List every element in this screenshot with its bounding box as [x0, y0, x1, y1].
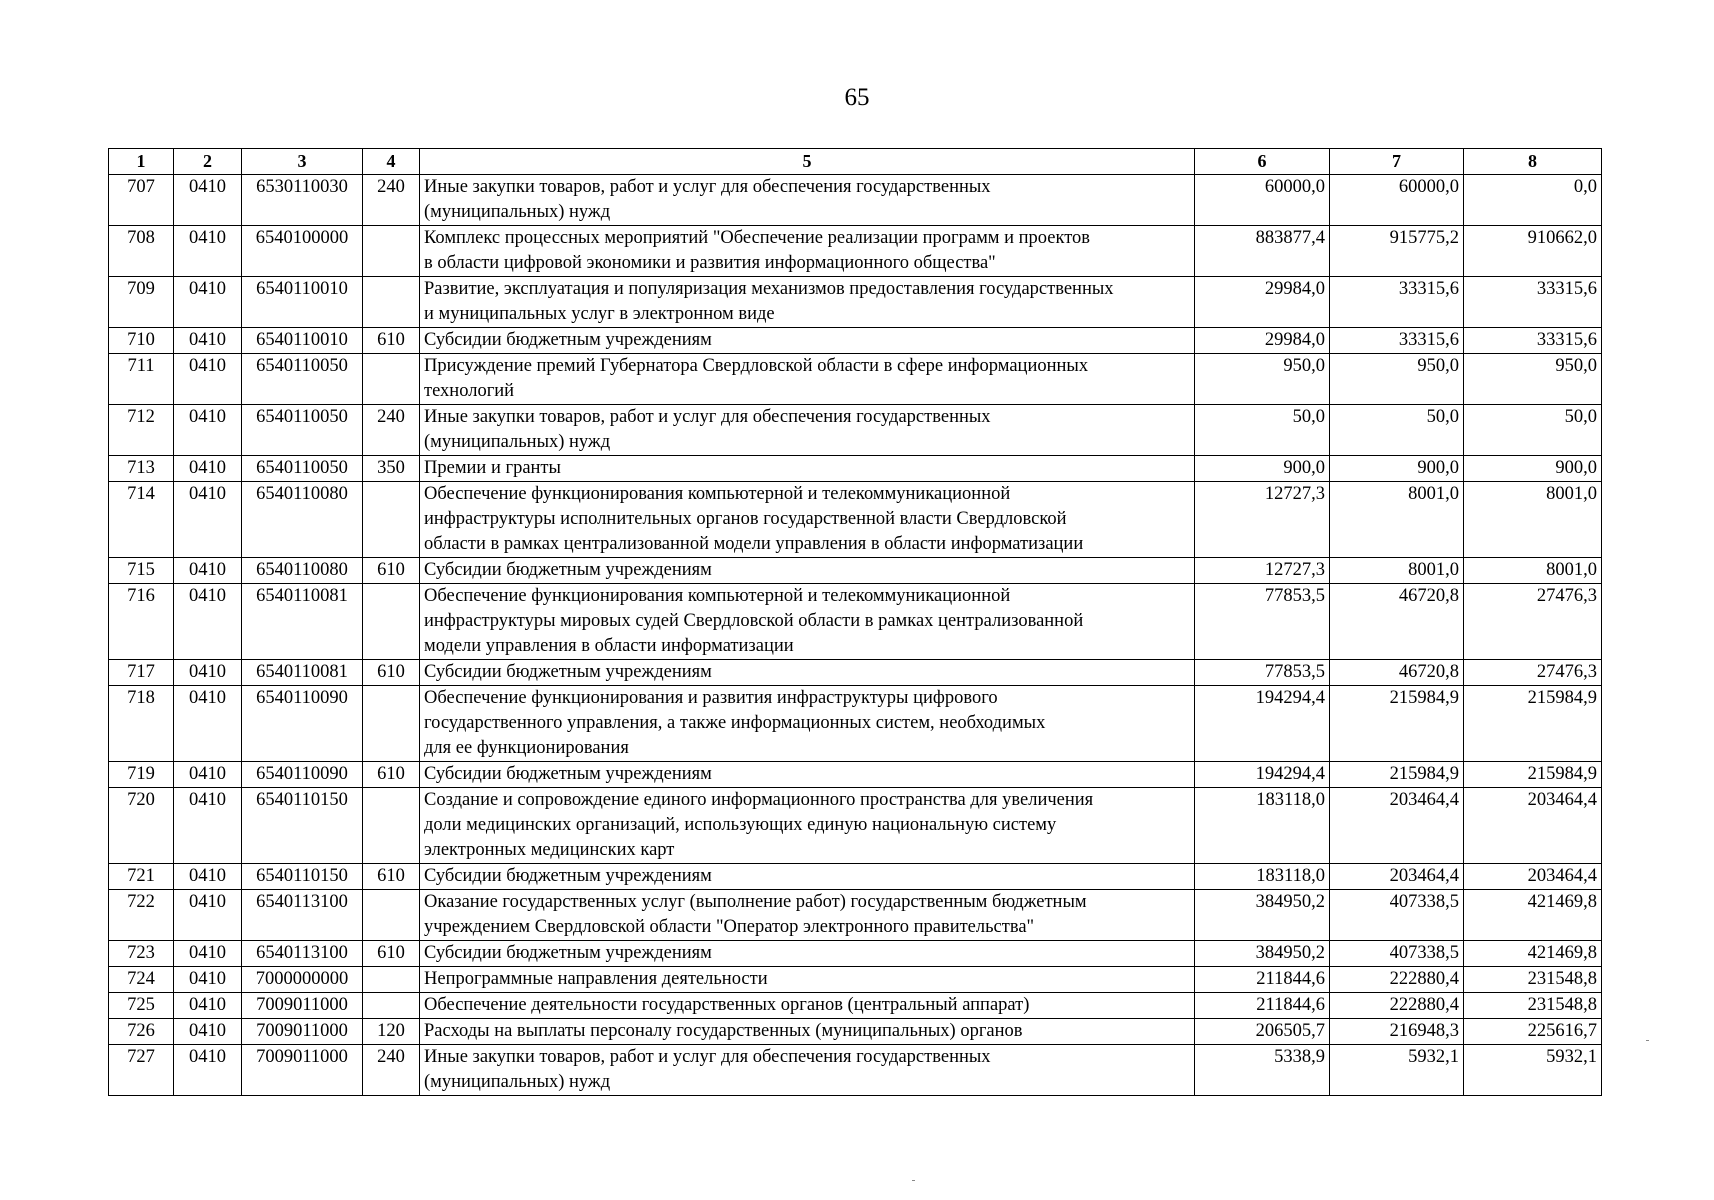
- table-row: [109, 1019, 1602, 1045]
- table-row: [109, 762, 1602, 788]
- description-line: Иные закупки товаров, работ и услуг для обеспечения государственных: [424, 407, 991, 427]
- amount-year3-cell: 33315,6: [1464, 277, 1602, 328]
- table-row: [109, 558, 1602, 584]
- expense-type-cell: [363, 482, 420, 558]
- amount-year2-cell: 915775,2: [1330, 226, 1464, 277]
- description-line: Присуждение премий Губернатора Свердловской области в сфере информационных: [424, 356, 1089, 376]
- row-number-cell: 715: [109, 558, 174, 584]
- target-article-cell: 6530110030: [242, 175, 363, 226]
- amount-year1-cell: 900,0: [1195, 456, 1330, 482]
- amount-year3-cell: 203464,4: [1464, 788, 1602, 864]
- table-row: [109, 482, 1602, 558]
- section-code-cell: 0410: [174, 584, 242, 660]
- amount-year2-cell: 950,0: [1330, 354, 1464, 405]
- amount-year1-cell: 29984,0: [1195, 328, 1330, 354]
- description-line: Развитие, эксплуатация и популяризация механизмов предоставления государственных: [424, 279, 1114, 299]
- row-number-cell: 708: [109, 226, 174, 277]
- description-cell: [420, 967, 1195, 993]
- section-code-cell: 0410: [174, 456, 242, 482]
- expense-type-cell: [363, 788, 420, 864]
- expense-type-cell: 350: [363, 456, 420, 482]
- description-line: (муниципальных) нужд: [424, 432, 611, 452]
- amount-year2-cell: 5932,1: [1330, 1045, 1464, 1096]
- row-number-cell: 724: [109, 967, 174, 993]
- description-line: Премии и гранты: [424, 458, 561, 478]
- section-code-cell: 0410: [174, 864, 242, 890]
- description-line: модели управления в области информатизации: [424, 636, 794, 656]
- description-cell: [420, 864, 1195, 890]
- row-number-cell: 709: [109, 277, 174, 328]
- section-code-cell: 0410: [174, 788, 242, 864]
- description-cell: [420, 175, 1195, 226]
- description-line: доли медицинских организаций, использующих единую национальную систему: [424, 815, 1057, 835]
- amount-year2-cell: 203464,4: [1330, 864, 1464, 890]
- section-code-cell: 0410: [174, 762, 242, 788]
- expense-type-cell: [363, 354, 420, 405]
- target-article-cell: 7000000000: [242, 967, 363, 993]
- section-code-cell: 0410: [174, 941, 242, 967]
- description-line: технологий: [424, 381, 515, 401]
- section-code-cell: 0410: [174, 226, 242, 277]
- expense-type-cell: 240: [363, 405, 420, 456]
- amount-year1-cell: 883877,4: [1195, 226, 1330, 277]
- target-article-cell: 6540113100: [242, 890, 363, 941]
- description-cell: [420, 226, 1195, 277]
- row-number-cell: 710: [109, 328, 174, 354]
- table-row: [109, 788, 1602, 864]
- section-code-cell: 0410: [174, 1045, 242, 1096]
- amount-year1-cell: 5338,9: [1195, 1045, 1330, 1096]
- amount-year3-cell: 33315,6: [1464, 328, 1602, 354]
- amount-year1-cell: 206505,7: [1195, 1019, 1330, 1045]
- amount-year3-cell: 50,0: [1464, 405, 1602, 456]
- row-number-cell: 727: [109, 1045, 174, 1096]
- expense-type-cell: 120: [363, 1019, 420, 1045]
- amount-year1-cell: 60000,0: [1195, 175, 1330, 226]
- description-line: электронных медицинских карт: [424, 840, 675, 860]
- amount-year2-cell: 8001,0: [1330, 482, 1464, 558]
- description-cell: [420, 482, 1195, 558]
- description-line: (муниципальных) нужд: [424, 1072, 611, 1092]
- description-line: Субсидии бюджетным учреждениям: [424, 866, 712, 886]
- expense-type-cell: 610: [363, 660, 420, 686]
- description-line: Оказание государственных услуг (выполнение работ) государственным бюджетным: [424, 892, 1087, 912]
- description-line: Обеспечение функционирования и развития инфраструктуры цифрового: [424, 688, 998, 708]
- header-row: [109, 149, 1602, 175]
- amount-year1-cell: 183118,0: [1195, 788, 1330, 864]
- expense-type-cell: 240: [363, 175, 420, 226]
- amount-year2-cell: 46720,8: [1330, 660, 1464, 686]
- amount-year3-cell: 203464,4: [1464, 864, 1602, 890]
- target-article-cell: 6540110090: [242, 686, 363, 762]
- row-number-cell: 711: [109, 354, 174, 405]
- target-article-cell: 6540100000: [242, 226, 363, 277]
- amount-year3-cell: 421469,8: [1464, 941, 1602, 967]
- amount-year1-cell: 12727,3: [1195, 482, 1330, 558]
- description-line: Субсидии бюджетным учреждениям: [424, 662, 712, 682]
- description-line: (муниципальных) нужд: [424, 202, 611, 222]
- section-code-cell: 0410: [174, 405, 242, 456]
- description-cell: [420, 558, 1195, 584]
- column-header: 1: [109, 149, 174, 175]
- description-cell: [420, 1019, 1195, 1045]
- description-line: Иные закупки товаров, работ и услуг для обеспечения государственных: [424, 177, 991, 197]
- description-line: Создание и сопровождение единого информационного пространства для увеличения: [424, 790, 1094, 810]
- column-header: 7: [1330, 149, 1464, 175]
- description-cell: [420, 1045, 1195, 1096]
- description-line: Субсидии бюджетным учреждениям: [424, 943, 712, 963]
- row-number-cell: 719: [109, 762, 174, 788]
- description-line: государственного управления, а также информационных систем, необходимых: [424, 713, 1046, 733]
- expense-type-cell: [363, 277, 420, 328]
- description-line: Обеспечение деятельности государственных органов (центральный аппарат): [424, 995, 1030, 1015]
- target-article-cell: 6540110050: [242, 405, 363, 456]
- amount-year1-cell: 12727,3: [1195, 558, 1330, 584]
- description-line: инфраструктуры мировых судей Свердловской области в рамках централизованной: [424, 611, 1084, 631]
- amount-year3-cell: 231548,8: [1464, 993, 1602, 1019]
- target-article-cell: 6540110090: [242, 762, 363, 788]
- amount-year2-cell: 216948,3: [1330, 1019, 1464, 1045]
- table-row: [109, 277, 1602, 328]
- description-cell: [420, 328, 1195, 354]
- description-line: для ее функционирования: [424, 738, 629, 758]
- target-article-cell: 6540110081: [242, 584, 363, 660]
- description-line: Субсидии бюджетным учреждениям: [424, 560, 712, 580]
- table-row: [109, 890, 1602, 941]
- amount-year1-cell: 194294,4: [1195, 686, 1330, 762]
- description-cell: [420, 686, 1195, 762]
- section-code-cell: 0410: [174, 993, 242, 1019]
- amount-year1-cell: 29984,0: [1195, 277, 1330, 328]
- amount-year2-cell: 8001,0: [1330, 558, 1464, 584]
- row-number-cell: 718: [109, 686, 174, 762]
- section-code-cell: 0410: [174, 967, 242, 993]
- section-code-cell: 0410: [174, 482, 242, 558]
- description-line: Субсидии бюджетным учреждениям: [424, 330, 712, 350]
- description-line: и муниципальных услуг в электронном виде: [424, 304, 775, 324]
- expense-type-cell: [363, 890, 420, 941]
- row-number-cell: 712: [109, 405, 174, 456]
- row-number-cell: 714: [109, 482, 174, 558]
- target-article-cell: 6540110080: [242, 558, 363, 584]
- description-line: Иные закупки товаров, работ и услуг для обеспечения государственных: [424, 1047, 991, 1067]
- table-row: [109, 175, 1602, 226]
- description-cell: [420, 890, 1195, 941]
- description-line: Непрограммные направления деятельности: [424, 969, 768, 989]
- scan-speck: [912, 1180, 915, 1181]
- table-row: [109, 584, 1602, 660]
- description-line: Субсидии бюджетным учреждениям: [424, 764, 712, 784]
- amount-year3-cell: 0,0: [1464, 175, 1602, 226]
- amount-year3-cell: 900,0: [1464, 456, 1602, 482]
- target-article-cell: 7009011000: [242, 1045, 363, 1096]
- scan-speck: [1646, 1040, 1649, 1041]
- description-line: инфраструктуры исполнительных органов государственной власти Свердловской: [424, 509, 1067, 529]
- target-article-cell: 6540113100: [242, 941, 363, 967]
- amount-year1-cell: 211844,6: [1195, 993, 1330, 1019]
- description-line: Расходы на выплаты персоналу государственных (муниципальных) органов: [424, 1021, 1023, 1041]
- table-row: [109, 1045, 1602, 1096]
- amount-year1-cell: 384950,2: [1195, 941, 1330, 967]
- row-number-cell: 713: [109, 456, 174, 482]
- amount-year2-cell: 222880,4: [1330, 967, 1464, 993]
- target-article-cell: 6540110080: [242, 482, 363, 558]
- row-number-cell: 707: [109, 175, 174, 226]
- amount-year2-cell: 33315,6: [1330, 277, 1464, 328]
- section-code-cell: 0410: [174, 175, 242, 226]
- table-row: [109, 967, 1602, 993]
- expense-type-cell: [363, 993, 420, 1019]
- expense-type-cell: [363, 584, 420, 660]
- target-article-cell: 7009011000: [242, 1019, 363, 1045]
- description-cell: [420, 993, 1195, 1019]
- amount-year2-cell: 46720,8: [1330, 584, 1464, 660]
- column-header: 2: [174, 149, 242, 175]
- description-line: Обеспечение функционирования компьютерной и телекоммуникационной: [424, 484, 1011, 504]
- table-body: [109, 175, 1602, 1096]
- section-code-cell: 0410: [174, 558, 242, 584]
- amount-year1-cell: 950,0: [1195, 354, 1330, 405]
- section-code-cell: 0410: [174, 277, 242, 328]
- expense-type-cell: 610: [363, 762, 420, 788]
- amount-year3-cell: 950,0: [1464, 354, 1602, 405]
- amount-year3-cell: 231548,8: [1464, 967, 1602, 993]
- page-number: 65: [844, 84, 870, 111]
- amount-year1-cell: 183118,0: [1195, 864, 1330, 890]
- row-number-cell: 723: [109, 941, 174, 967]
- target-article-cell: 6540110010: [242, 328, 363, 354]
- amount-year2-cell: 407338,5: [1330, 941, 1464, 967]
- description-line: области в рамках централизованной модели управления в области информатизации: [424, 534, 1084, 554]
- description-cell: [420, 660, 1195, 686]
- column-header: 3: [242, 149, 363, 175]
- section-code-cell: 0410: [174, 1019, 242, 1045]
- description-cell: [420, 584, 1195, 660]
- column-header: 6: [1195, 149, 1330, 175]
- budget-table: [108, 148, 1602, 1096]
- amount-year3-cell: 5932,1: [1464, 1045, 1602, 1096]
- target-article-cell: 6540110081: [242, 660, 363, 686]
- target-article-cell: 7009011000: [242, 993, 363, 1019]
- target-article-cell: 6540110050: [242, 354, 363, 405]
- amount-year3-cell: 215984,9: [1464, 762, 1602, 788]
- row-number-cell: 725: [109, 993, 174, 1019]
- amount-year3-cell: 225616,7: [1464, 1019, 1602, 1045]
- description-cell: [420, 277, 1195, 328]
- table-row: [109, 686, 1602, 762]
- amount-year2-cell: 407338,5: [1330, 890, 1464, 941]
- column-header: 5: [420, 149, 1195, 175]
- amount-year2-cell: 215984,9: [1330, 686, 1464, 762]
- amount-year3-cell: 421469,8: [1464, 890, 1602, 941]
- amount-year1-cell: 384950,2: [1195, 890, 1330, 941]
- table-row: [109, 660, 1602, 686]
- table-row: [109, 226, 1602, 277]
- section-code-cell: 0410: [174, 686, 242, 762]
- amount-year2-cell: 215984,9: [1330, 762, 1464, 788]
- section-code-cell: 0410: [174, 890, 242, 941]
- amount-year3-cell: 8001,0: [1464, 482, 1602, 558]
- description-line: Обеспечение функционирования компьютерной и телекоммуникационной: [424, 586, 1011, 606]
- expense-type-cell: [363, 226, 420, 277]
- amount-year1-cell: 194294,4: [1195, 762, 1330, 788]
- amount-year1-cell: 77853,5: [1195, 660, 1330, 686]
- section-code-cell: 0410: [174, 328, 242, 354]
- target-article-cell: 6540110150: [242, 864, 363, 890]
- expense-type-cell: 610: [363, 328, 420, 354]
- section-code-cell: 0410: [174, 354, 242, 405]
- amount-year3-cell: 215984,9: [1464, 686, 1602, 762]
- amount-year1-cell: 211844,6: [1195, 967, 1330, 993]
- column-header: 8: [1464, 149, 1602, 175]
- expense-type-cell: 240: [363, 1045, 420, 1096]
- target-article-cell: 6540110050: [242, 456, 363, 482]
- amount-year2-cell: 50,0: [1330, 405, 1464, 456]
- table-row: [109, 354, 1602, 405]
- expense-type-cell: 610: [363, 941, 420, 967]
- table-row: [109, 864, 1602, 890]
- table-row: [109, 328, 1602, 354]
- amount-year1-cell: 50,0: [1195, 405, 1330, 456]
- row-number-cell: 721: [109, 864, 174, 890]
- amount-year3-cell: 27476,3: [1464, 660, 1602, 686]
- amount-year2-cell: 33315,6: [1330, 328, 1464, 354]
- row-number-cell: 726: [109, 1019, 174, 1045]
- description-cell: [420, 405, 1195, 456]
- amount-year3-cell: 8001,0: [1464, 558, 1602, 584]
- table-row: [109, 405, 1602, 456]
- row-number-cell: 716: [109, 584, 174, 660]
- expense-type-cell: [363, 967, 420, 993]
- description-line: Комплекс процессных мероприятий "Обеспечение реализации программ и проектов: [424, 228, 1091, 248]
- target-article-cell: 6540110150: [242, 788, 363, 864]
- column-header: 4: [363, 149, 420, 175]
- amount-year1-cell: 77853,5: [1195, 584, 1330, 660]
- amount-year2-cell: 222880,4: [1330, 993, 1464, 1019]
- description-line: учреждением Свердловской области "Оператор электронного правительства": [424, 917, 1035, 937]
- row-number-cell: 720: [109, 788, 174, 864]
- amount-year2-cell: 900,0: [1330, 456, 1464, 482]
- description-line: в области цифровой экономики и развития информационного общества": [424, 253, 996, 273]
- expense-type-cell: [363, 686, 420, 762]
- amount-year2-cell: 60000,0: [1330, 175, 1464, 226]
- section-code-cell: 0410: [174, 660, 242, 686]
- table-row: [109, 993, 1602, 1019]
- table-row: [109, 941, 1602, 967]
- amount-year3-cell: 27476,3: [1464, 584, 1602, 660]
- description-cell: [420, 354, 1195, 405]
- row-number-cell: 722: [109, 890, 174, 941]
- row-number-cell: 717: [109, 660, 174, 686]
- expense-type-cell: 610: [363, 558, 420, 584]
- amount-year3-cell: 910662,0: [1464, 226, 1602, 277]
- description-cell: [420, 762, 1195, 788]
- expense-type-cell: 610: [363, 864, 420, 890]
- table-row: [109, 456, 1602, 482]
- description-cell: [420, 788, 1195, 864]
- amount-year2-cell: 203464,4: [1330, 788, 1464, 864]
- description-cell: [420, 941, 1195, 967]
- description-cell: [420, 456, 1195, 482]
- target-article-cell: 6540110010: [242, 277, 363, 328]
